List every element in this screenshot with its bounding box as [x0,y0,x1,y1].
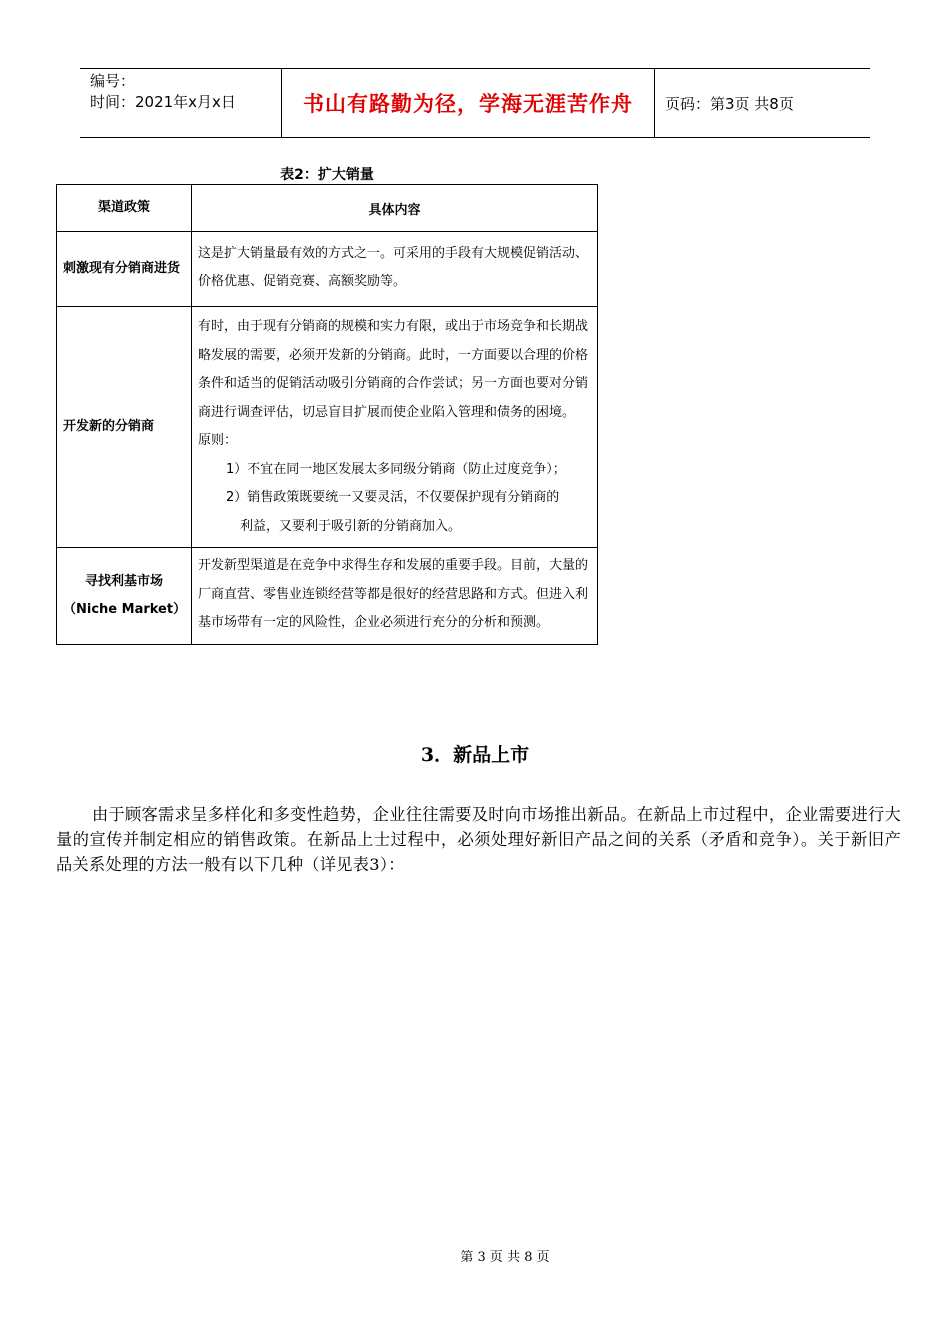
policy-cell: 刺激现有分销商进货 [57,232,192,307]
principle-item-2-continued: 利益，又要利于吸引新的分销商加入。 [240,518,462,534]
header-page-info: 页码：第3页 共8页 [665,94,794,113]
policy-line-2: （Niche Market） [63,601,187,617]
document-time: 时间：2021年x月x日 [90,93,236,111]
page-header [80,68,870,138]
content-cell: 这是扩大销量最有效的方式之一。可采用的手段有大规模促销活动、价格优惠、促销竞赛、高额奖励等。 [192,232,598,307]
principle-item-2: 2）销售政策既要统一又要灵活，不仅要保护现有分销商的 [226,490,560,505]
table-header-content: 具体内容 [192,185,598,232]
principle-label: 原则： [198,433,238,448]
header-meta [80,69,282,137]
policy-cell: 开发新的分销商 [57,307,192,548]
table-header-row [57,185,598,232]
section-paragraph: 由于顾客需求呈多样化和多变性趋势，企业往往需要及时向市场推出新品。在新品上市过程中，企业需要进行大量的宣传并制定相应的销售政策。在新品上士过程中，必须处理好新旧产品之间的关系（矛盾和竞争）。关于新旧产品关系处理的方法一般有以下几种（详见表3）： [56,805,901,874]
header-motto: 书山有路勤为径，学海无涯苦作舟 [282,69,655,137]
table-caption: 表2：扩大销量 [280,167,374,183]
content-text: 有时，由于现有分销商的规模和实力有限，或出于市场竞争和长期战略发展的需要，必须开发新的分销商。此时，一方面要以合理的价格条件和适当的促销活动吸引分销商的合作尝试；另一方面也要对分销商进行调查评估，切忌盲目扩展而使企业陷入管理和债务的困境。 [198,319,589,420]
document-number-label: 编号： [90,72,136,90]
policy-cell [57,548,192,645]
content-cell: 开发新型渠道是在竞争中求得生存和发展的重要手段。目前，大量的厂商直营、零售业连锁经营等都是很好的经营思路和方式。但进入利基市场带有一定的风险性，企业必须进行充分的分析和预测。 [192,548,598,645]
table-row [57,307,598,548]
table-header-policy: 渠道政策 [57,185,192,232]
table-row [57,548,598,645]
table-row [57,232,598,307]
policy-line-1: 寻找利基市场 [84,573,163,589]
page-footer: 第 3 页 共 8 页 [460,1250,550,1265]
content-cell [192,307,598,548]
principle-item-1: 1）不宜在同一地区发展太多同级分销商（防止过度竞争）； [226,461,566,477]
policy-table [56,184,598,645]
section-title: 3．新品上市 [420,744,530,766]
